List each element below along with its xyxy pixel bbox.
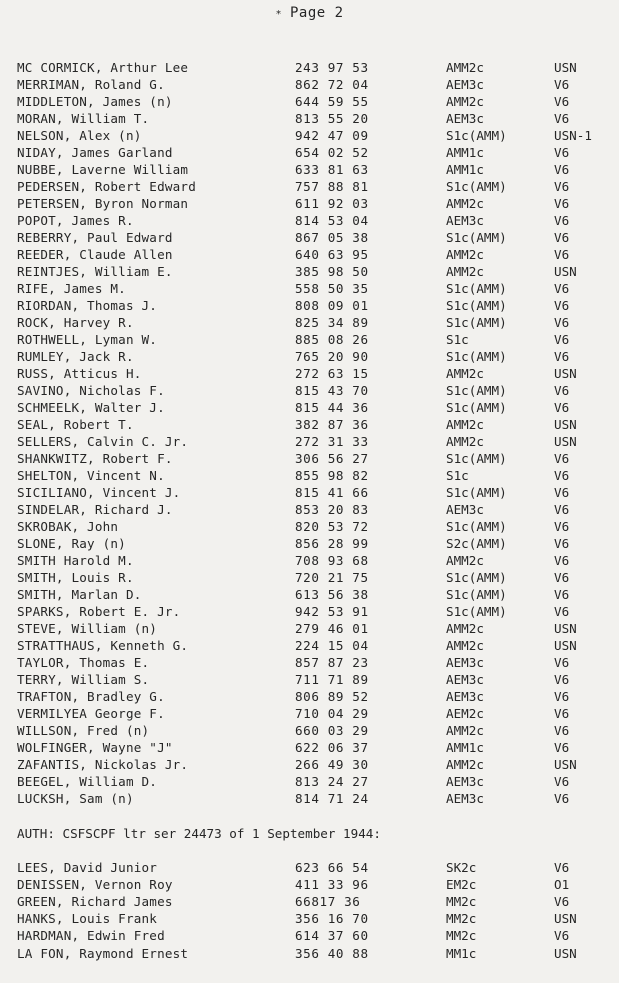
person-name: GREEN, Richard James <box>17 894 173 910</box>
org-code: V6 <box>554 860 570 875</box>
person-name: REINTJES, William E. <box>17 264 173 279</box>
rate-rating: AEM3c <box>446 111 484 126</box>
rate-rating: S1c(AMM) <box>446 128 507 143</box>
service-number: 813 24 27 <box>295 774 369 789</box>
personnel-row <box>0 76 619 93</box>
personnel-row <box>0 535 619 552</box>
org-code: USN <box>554 417 577 432</box>
personnel-row <box>0 927 619 944</box>
service-number: 623 66 54 <box>295 860 369 875</box>
personnel-row <box>0 790 619 807</box>
org-code: V6 <box>554 349 570 364</box>
service-number: 558 50 35 <box>295 281 369 296</box>
org-code: V6 <box>554 519 570 534</box>
person-name: STEVE, William (n) <box>17 621 158 636</box>
service-number: 711 71 89 <box>295 672 369 687</box>
org-code: USN <box>554 638 577 653</box>
rate-rating: AEM3c <box>446 672 484 687</box>
person-name: SMITH, Marlan D. <box>17 587 142 602</box>
personnel-row <box>0 246 619 263</box>
person-name: NIDAY, James Garland <box>17 145 173 160</box>
person-name: HANKS, Louis Frank <box>17 911 158 927</box>
rate-rating: AEM3c <box>446 689 484 704</box>
rate-rating: S1c(AMM) <box>446 485 507 500</box>
service-number: 942 47 09 <box>295 128 369 143</box>
person-name: BEEGEL, William D. <box>17 774 158 789</box>
rate-rating: S1c(AMM) <box>446 587 507 602</box>
personnel-row <box>0 773 619 790</box>
org-code: USN <box>554 911 577 927</box>
personnel-row <box>0 569 619 586</box>
person-name: NUBBE, Laverne William <box>17 162 189 177</box>
rate-rating: AMM2c <box>446 621 484 636</box>
service-number: 815 41 66 <box>295 485 369 500</box>
personnel-row <box>0 297 619 314</box>
personnel-row <box>0 263 619 280</box>
rate-rating: MM2c <box>446 928 477 944</box>
service-number: 942 53 91 <box>295 604 369 619</box>
page-number: Page 2 <box>289 5 344 21</box>
rate-rating: AMM2c <box>446 196 484 211</box>
person-name: SHELTON, Vincent N. <box>17 468 165 483</box>
service-number: 885 08 26 <box>295 332 369 347</box>
rate-rating: S1c(AMM) <box>446 230 507 245</box>
personnel-row <box>0 59 619 76</box>
service-number: 808 09 01 <box>295 298 369 313</box>
person-name: SAVINO, Nicholas F. <box>17 383 165 398</box>
page-header <box>0 5 619 21</box>
service-number: 279 46 01 <box>295 621 369 636</box>
header-mark: * <box>275 9 282 20</box>
org-code: V6 <box>554 672 570 687</box>
service-number: 825 34 89 <box>295 315 369 330</box>
service-number: 272 63 15 <box>295 366 369 381</box>
person-name: DENISSEN, Vernon Roy <box>17 877 173 893</box>
org-code: USN <box>554 434 577 449</box>
personnel-row <box>0 110 619 127</box>
rate-rating: S1c(AMM) <box>446 383 507 398</box>
personnel-row <box>0 756 619 773</box>
person-name: ZAFANTIS, Nickolas Jr. <box>17 757 189 772</box>
org-code: V6 <box>554 400 570 415</box>
service-number: 856 28 99 <box>295 536 369 551</box>
service-number: 306 56 27 <box>295 451 369 466</box>
org-code: V6 <box>554 332 570 347</box>
rate-rating: AMM2c <box>446 434 484 449</box>
rate-rating: AMM2c <box>446 264 484 279</box>
org-code: V6 <box>554 77 570 92</box>
org-code: V6 <box>554 94 570 109</box>
org-code: USN <box>554 757 577 772</box>
rate-rating: S1c(AMM) <box>446 519 507 534</box>
org-code: V6 <box>554 383 570 398</box>
org-code: V6 <box>554 774 570 789</box>
rate-rating: AEM3c <box>446 655 484 670</box>
person-name: SPARKS, Robert E. Jr. <box>17 604 181 619</box>
service-number: 820 53 72 <box>295 519 369 534</box>
personnel-row <box>0 161 619 178</box>
person-name: RUSS, Atticus H. <box>17 366 142 381</box>
personnel-row <box>0 467 619 484</box>
org-code: V6 <box>554 587 570 602</box>
service-number: 814 71 24 <box>295 791 369 806</box>
rate-rating: AMM2c <box>446 757 484 772</box>
org-code: O1 <box>554 877 570 893</box>
service-number: 867 05 38 <box>295 230 369 245</box>
personnel-row <box>0 127 619 144</box>
service-number: 266 49 30 <box>295 757 369 772</box>
service-number: 710 04 29 <box>295 706 369 721</box>
service-number: 243 97 53 <box>295 60 369 75</box>
personnel-row <box>0 382 619 399</box>
service-number: 640 63 95 <box>295 247 369 262</box>
person-name: SKROBAK, John <box>17 519 119 534</box>
person-name: SLONE, Ray (n) <box>17 536 126 551</box>
personnel-row <box>0 552 619 569</box>
rate-rating: AMM2c <box>446 553 484 568</box>
rate-rating: AMM1c <box>446 145 484 160</box>
rate-rating: AMM2c <box>446 417 484 432</box>
org-code: V6 <box>554 928 570 944</box>
rate-rating: S1c(AMM) <box>446 298 507 313</box>
rate-rating: AEM3c <box>446 791 484 806</box>
service-number: 622 06 37 <box>295 740 369 755</box>
org-code: V6 <box>554 281 570 296</box>
org-code: V6 <box>554 485 570 500</box>
org-code: V6 <box>554 315 570 330</box>
org-code: V6 <box>554 791 570 806</box>
rate-rating: S1c(AMM) <box>446 349 507 364</box>
rate-rating: S1c(AMM) <box>446 400 507 415</box>
person-name: SICILIANO, Vincent J. <box>17 485 181 500</box>
rate-rating: S2c(AMM) <box>446 536 507 551</box>
personnel-row <box>0 195 619 212</box>
rate-rating: AMM2c <box>446 247 484 262</box>
service-number: 66817 36 <box>295 894 361 910</box>
rate-rating: MM2c <box>446 894 477 910</box>
person-name: SHANKWITZ, Robert F. <box>17 451 173 466</box>
org-code: V6 <box>554 536 570 551</box>
personnel-row <box>0 212 619 229</box>
org-code: V6 <box>554 298 570 313</box>
person-name: WOLFINGER, Wayne "J" <box>17 740 173 755</box>
rate-rating: AMM1c <box>446 162 484 177</box>
person-name: SMITH Harold M. <box>17 553 134 568</box>
personnel-row <box>0 722 619 739</box>
rate-rating: S1c(AMM) <box>446 451 507 466</box>
personnel-row <box>0 416 619 433</box>
personnel-row <box>0 144 619 161</box>
personnel-row <box>0 280 619 297</box>
rate-rating: AEM3c <box>446 213 484 228</box>
person-name: PETERSEN, Byron Norman <box>17 196 189 211</box>
personnel-row <box>0 603 619 620</box>
person-name: ROCK, Harvey R. <box>17 315 134 330</box>
rate-rating: AMM2c <box>446 60 484 75</box>
org-code: V6 <box>554 230 570 245</box>
personnel-row <box>0 654 619 671</box>
person-name: WILLSON, Fred (n) <box>17 723 150 738</box>
rate-rating: S1c(AMM) <box>446 604 507 619</box>
service-number: 814 53 04 <box>295 213 369 228</box>
rate-rating: SK2c <box>446 860 477 875</box>
service-number: 857 87 23 <box>295 655 369 670</box>
person-name: TRAFTON, Bradley G. <box>17 689 165 704</box>
person-name: LA FON, Raymond Ernest <box>17 945 189 961</box>
person-name: SEAL, Robert T. <box>17 417 134 432</box>
service-number: 614 37 60 <box>295 928 369 944</box>
org-code: V6 <box>554 196 570 211</box>
personnel-row <box>0 705 619 722</box>
org-code: V6 <box>554 502 570 517</box>
person-name: LEES, David Junior <box>17 860 158 875</box>
person-name: RUMLEY, Jack R. <box>17 349 134 364</box>
org-code: V6 <box>554 740 570 755</box>
person-name: SCHMEELK, Walter J. <box>17 400 165 415</box>
personnel-row <box>0 688 619 705</box>
service-number: 272 31 33 <box>295 434 369 449</box>
personnel-row <box>0 586 619 603</box>
personnel-row <box>0 450 619 467</box>
service-number: 815 43 70 <box>295 383 369 398</box>
person-name: PEDERSEN, Robert Edward <box>17 179 196 194</box>
personnel-row <box>0 433 619 450</box>
org-code: USN <box>554 264 577 279</box>
personnel-row <box>0 229 619 246</box>
rate-rating: AEM3c <box>446 774 484 789</box>
person-name: RIFE, James M. <box>17 281 126 296</box>
service-number: 855 98 82 <box>295 468 369 483</box>
authorization-line: AUTH: CSFSCPF ltr ser 24473 of 1 September 1944: <box>17 826 381 841</box>
org-code: USN <box>554 366 577 381</box>
org-code: V6 <box>554 604 570 619</box>
org-code: V6 <box>554 145 570 160</box>
service-number: 708 93 68 <box>295 553 369 568</box>
personnel-row <box>0 876 619 893</box>
person-name: RIORDAN, Thomas J. <box>17 298 158 313</box>
rate-rating: AMM2c <box>446 94 484 109</box>
service-number: 815 44 36 <box>295 400 369 415</box>
personnel-row <box>0 331 619 348</box>
personnel-row <box>0 739 619 756</box>
org-code: USN <box>554 60 577 75</box>
rate-rating: AEM3c <box>446 77 484 92</box>
service-number: 757 88 81 <box>295 179 369 194</box>
service-number: 654 02 52 <box>295 145 369 160</box>
person-name: HARDMAN, Edwin Fred <box>17 928 165 944</box>
service-number: 385 98 50 <box>295 264 369 279</box>
service-number: 644 59 55 <box>295 94 369 109</box>
person-name: MORAN, William T. <box>17 111 150 126</box>
person-name: MIDDLETON, James (n) <box>17 94 173 109</box>
person-name: SINDELAR, Richard J. <box>17 502 173 517</box>
person-name: VERMILYEA George F. <box>17 706 165 721</box>
person-name: MERRIMAN, Roland G. <box>17 77 165 92</box>
org-code: V6 <box>554 655 570 670</box>
service-number: 382 87 36 <box>295 417 369 432</box>
org-code: V6 <box>554 468 570 483</box>
personnel-row <box>0 93 619 110</box>
person-name: ROTHWELL, Lyman W. <box>17 332 158 347</box>
service-number: 853 20 83 <box>295 502 369 517</box>
personnel-row <box>0 893 619 910</box>
rate-rating: S1c(AMM) <box>446 315 507 330</box>
org-code: V6 <box>554 179 570 194</box>
personnel-row <box>0 501 619 518</box>
person-name: SMITH, Louis R. <box>17 570 134 585</box>
person-name: POPOT, James R. <box>17 213 134 228</box>
rate-rating: AEM3c <box>446 502 484 517</box>
personnel-row <box>0 348 619 365</box>
org-code: V6 <box>554 570 570 585</box>
person-name: SELLERS, Calvin C. Jr. <box>17 434 189 449</box>
org-code: V6 <box>554 706 570 721</box>
personnel-row <box>0 945 619 962</box>
rate-rating: MM1c <box>446 945 477 961</box>
rate-rating: MM2c <box>446 911 477 927</box>
personnel-row <box>0 620 619 637</box>
service-number: 806 89 52 <box>295 689 369 704</box>
personnel-row <box>0 399 619 416</box>
personnel-row <box>0 365 619 382</box>
org-code: USN <box>554 945 577 961</box>
person-name: STRATTHAUS, Kenneth G. <box>17 638 189 653</box>
service-number: 613 56 38 <box>295 587 369 602</box>
org-code: V6 <box>554 111 570 126</box>
org-code: V6 <box>554 689 570 704</box>
org-code: V6 <box>554 894 570 910</box>
org-code: V6 <box>554 247 570 262</box>
personnel-row <box>0 314 619 331</box>
personnel-row <box>0 178 619 195</box>
rate-rating: AEM2c <box>446 706 484 721</box>
personnel-row <box>0 671 619 688</box>
person-name: REEDER, Claude Allen <box>17 247 173 262</box>
service-number: 356 40 88 <box>295 945 369 961</box>
org-code: USN-1 <box>554 128 592 143</box>
person-name: NELSON, Alex (n) <box>17 128 142 143</box>
rate-rating: AMM2c <box>446 366 484 381</box>
person-name: MC CORMICK, Arthur Lee <box>17 60 189 75</box>
person-name: TAYLOR, Thomas E. <box>17 655 150 670</box>
org-code: V6 <box>554 553 570 568</box>
personnel-row <box>0 518 619 535</box>
service-number: 720 21 75 <box>295 570 369 585</box>
rate-rating: AMM2c <box>446 638 484 653</box>
service-number: 611 92 03 <box>295 196 369 211</box>
service-number: 765 20 90 <box>295 349 369 364</box>
rate-rating: S1c <box>446 332 469 347</box>
org-code: V6 <box>554 451 570 466</box>
org-code: V6 <box>554 162 570 177</box>
rate-rating: S1c <box>446 468 469 483</box>
rate-rating: EM2c <box>446 877 477 893</box>
person-name: TERRY, William S. <box>17 672 150 687</box>
personnel-row <box>0 637 619 654</box>
service-number: 813 55 20 <box>295 111 369 126</box>
rate-rating: AMM2c <box>446 723 484 738</box>
rate-rating: AMM1c <box>446 740 484 755</box>
personnel-row <box>0 859 619 876</box>
service-number: 633 81 63 <box>295 162 369 177</box>
org-code: USN <box>554 621 577 636</box>
person-name: REBERRY, Paul Edward <box>17 230 173 245</box>
rate-rating: S1c(AMM) <box>446 570 507 585</box>
org-code: V6 <box>554 213 570 228</box>
personnel-row <box>0 910 619 927</box>
personnel-row <box>0 484 619 501</box>
service-number: 224 15 04 <box>295 638 369 653</box>
rate-rating: S1c(AMM) <box>446 179 507 194</box>
service-number: 660 03 29 <box>295 723 369 738</box>
service-number: 356 16 70 <box>295 911 369 927</box>
rate-rating: S1c(AMM) <box>446 281 507 296</box>
person-name: LUCKSH, Sam (n) <box>17 791 134 806</box>
service-number: 411 33 96 <box>295 877 369 893</box>
org-code: V6 <box>554 723 570 738</box>
service-number: 862 72 04 <box>295 77 369 92</box>
